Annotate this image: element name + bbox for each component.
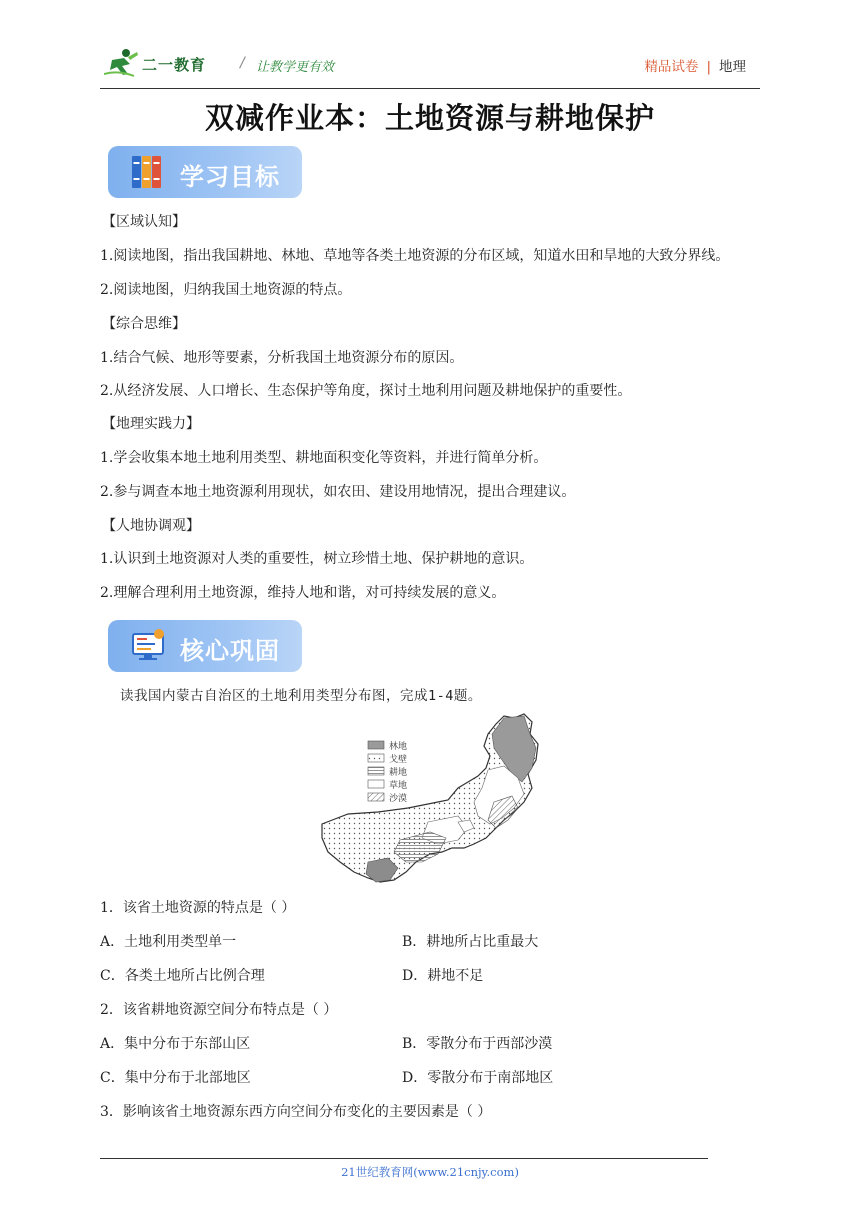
question-stem: 1．该省土地资源的特点是（ ） [100,900,296,916]
header-divider [100,88,760,89]
section-banner-core [108,620,302,672]
option-d: D．耕地不足 [402,968,484,984]
option-c: C．各类土地所占比例合理 [100,968,265,984]
header-right [644,55,746,75]
footer-text[interactable]: 21世纪教育网(www.21cnjy.com) [341,1165,519,1179]
block-heading: 【人地协调观】 [102,518,200,534]
logo [104,48,232,80]
goal-item: 2.理解合理利用土地资源，维持人地和谐，对可持续发展的意义。 [100,585,506,601]
question-stem: 3．影响该省土地资源东西方向空间分布变化的主要因素是（ ） [100,1104,492,1120]
goal-item: 2.从经济发展、人口增长、生态保护等角度，探讨土地利用问题及耕地保护的重要性。 [100,383,632,399]
goal-item: 1.阅读地图，指出我国耕地、林地、草地等各类土地资源的分布区域，知道水田和旱地的大致分界线。 [100,248,730,264]
logo-text: 二一教育 [142,56,207,74]
option-b: B．耕地所占比重最大 [402,934,539,950]
legend-label: 林地 [389,742,408,752]
section-banner-label: 核心巩固 [180,637,280,665]
computer-study-icon [130,628,166,664]
question-intro: 读我国内蒙古自治区的土地利用类型分布图，完成1-4题。 [120,688,482,704]
page-header [100,44,760,86]
footer-divider [100,1158,708,1159]
block-heading: 【区域认知】 [102,214,186,230]
legend-label: 耕地 [389,768,408,778]
option-a: A．土地利用类型单一 [100,934,237,950]
goal-item: 2.阅读地图，归纳我国土地资源的特点。 [100,282,352,298]
goal-item: 2.参与调查本地土地资源利用现状，如农田、建设用地情况，提出合理建议。 [100,484,576,500]
header-tag: 精品试卷 [644,59,699,75]
block-heading: 【综合思维】 [102,316,186,332]
page-title: 双减作业本：土地资源与耕地保护 [204,101,655,135]
slogan-separator: / [240,55,245,71]
option-d: D．零散分布于南部地区 [402,1070,554,1086]
goal-item: 1.认识到土地资源对人类的重要性，树立珍惜土地、保护耕地的意识。 [100,551,534,567]
legend-label: 草地 [389,781,408,791]
runner-logo-icon [104,48,140,78]
books-icon [130,154,164,190]
map-legend [368,740,407,804]
section-banner-goals [108,146,302,198]
goal-item: 1.学会收集本地土地利用类型、耕地面积变化等资料，并进行简单分析。 [100,450,548,466]
header-separator: | [706,59,711,75]
option-a: A．集中分布于东部山区 [100,1036,251,1052]
slogan: 让教学更有效 [256,60,335,75]
inner-mongolia-land-use-map [318,712,543,892]
goal-item: 1.结合气候、地形等要素，分析我国土地资源分布的原因。 [100,350,464,366]
question-stem: 2．该省耕地资源空间分布特点是（ ） [100,1002,338,1018]
option-b: B．零散分布于西部沙漠 [402,1036,553,1052]
map-svg [318,712,543,892]
header-subject: 地理 [719,59,746,75]
block-heading: 【地理实践力】 [102,416,200,432]
option-c: C．集中分布于北部地区 [100,1070,251,1086]
legend-label: 沙漠 [389,794,408,804]
section-banner-label: 学习目标 [180,163,280,191]
legend-label: 戈壁 [389,755,408,765]
